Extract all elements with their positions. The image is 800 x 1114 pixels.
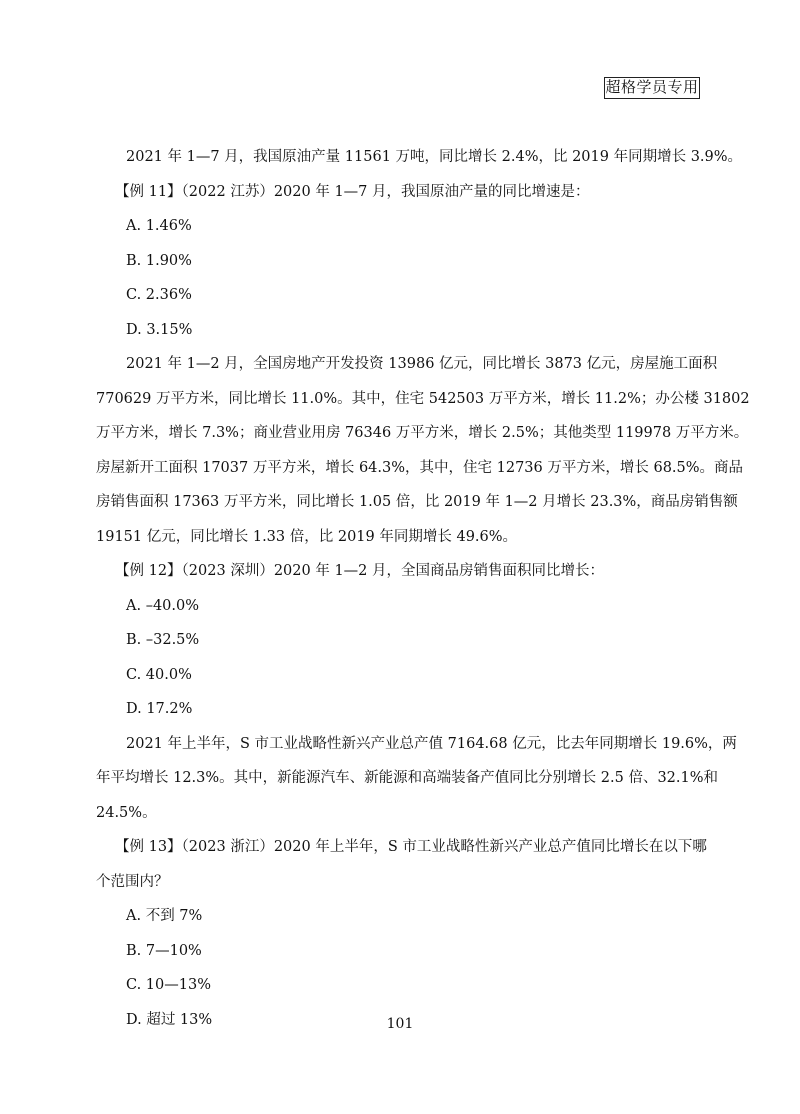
option-a: A. 1.46% — [126, 218, 192, 234]
page-content — [96, 147, 750, 1044]
text-line: 2021 年 1—7 月，我国原油产量 11561 万吨，同比增长 2.4%，比 2019 年同期增长 3.9%。 — [126, 149, 743, 165]
question-stem: 【例 11】（2022 江苏）2020 年 1—7 月，我国原油产量的同比增速是： — [115, 183, 590, 200]
text-line: 房销售面积 17363 万平方米，同比增长 1.05 倍，比 2019 年 1—2 月增长 23.3%，商品房销售额 — [96, 494, 738, 510]
question-example-13 — [96, 837, 707, 1044]
text-line: 2021 年上半年，S 市工业战略性新兴产业总产值 7164.68 亿元，比去年同期增长 19.6%，两 — [126, 735, 737, 752]
question-example-12 — [115, 561, 706, 734]
option-b: B. 7—10% — [126, 942, 202, 959]
paragraph-real-estate — [96, 354, 750, 561]
text-line: 2021 年 1—2 月，全国房地产开发投资 13986 亿元，同比增长 3873 亿元，房屋施工面积 — [126, 356, 718, 372]
option-c: C. 10—13% — [126, 977, 211, 993]
text-line: 19151 亿元，同比增长 1.33 倍，比 2019 年同期增长 49.6%。 — [96, 528, 518, 545]
question-stem: 【例 13】（2023 浙江）2020 年上半年，S 市工业战略性新兴产业总产值同比增长在以下哪 — [115, 839, 707, 855]
member-only-badge: 超格学员专用 — [604, 77, 700, 99]
text-line: 年平均增长 12.3%。其中，新能源汽车、新能源和高端装备产值同比分别增长 2.5 倍、32.1%和 — [96, 770, 719, 786]
text-line: 房屋新开工面积 17037 万平方米，增长 64.3%，其中，住宅 12736 万平方米，增长 68.5%。商品 — [96, 459, 744, 476]
option-d: D. 3.15% — [126, 321, 193, 338]
option-a: A. 不到 7% — [126, 908, 203, 924]
text-line: 万平方米，增长 7.3%；商业营业用房 76346 万平方米，增长 2.5%；其他类型 119978 万平方米。 — [96, 425, 749, 441]
question-example-11 — [115, 182, 706, 355]
option-b: B. 1.90% — [126, 252, 192, 269]
paragraph-s-city-industry — [96, 734, 737, 838]
option-a: A. –40.0% — [126, 597, 200, 614]
text-line: 24.5%。 — [96, 804, 157, 821]
option-d: D. 17.2% — [126, 701, 193, 717]
option-b: B. –32.5% — [126, 632, 200, 648]
page-number: 101 — [386, 1016, 414, 1032]
option-c: C. 40.0% — [126, 666, 192, 683]
option-d: D. 超过 13% — [126, 1011, 213, 1028]
text-line: 770629 万平方米，同比增长 11.0%。其中，住宅 542503 万平方米，增长 11.2%；办公楼 31802 — [96, 390, 750, 407]
question-stem: 【例 12】（2023 深圳）2020 年 1—2 月，全国商品房销售面积同比增长： — [115, 563, 604, 579]
option-c: C. 2.36% — [126, 287, 192, 303]
paragraph-crude-oil — [126, 147, 743, 182]
question-stem-continued: 个范围内？ — [96, 873, 169, 890]
